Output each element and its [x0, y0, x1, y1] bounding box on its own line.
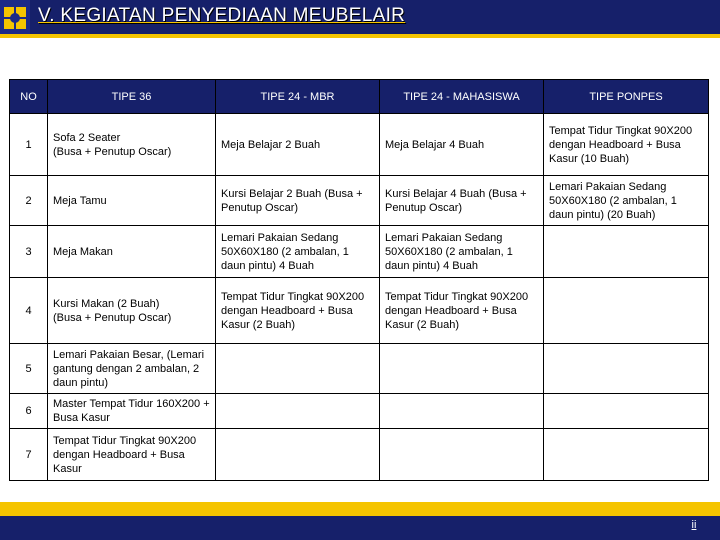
footer-band — [0, 516, 720, 540]
table-row — [10, 226, 709, 278]
cell-tipe-24-mahasiswa: Kursi Belajar 4 Buah (Busa + Penutup Oscar) — [380, 176, 544, 226]
cell-tipe-24-mahasiswa: Meja Belajar 4 Buah — [380, 114, 544, 176]
cell-tipe-24-mbr: Meja Belajar 2 Buah — [216, 114, 380, 176]
header-tipe-36: TIPE 36 — [48, 80, 216, 114]
cell-tipe-24-mbr: Kursi Belajar 2 Buah (Busa + Penutup Oscar) — [216, 176, 380, 226]
header-tipe-ponpes: TIPE PONPES — [544, 80, 709, 114]
cell-tipe-24-mbr — [216, 429, 380, 481]
cell-tipe-ponpes — [544, 344, 709, 394]
header-tipe-24-mahasiswa: TIPE 24 - MAHASISWA — [380, 80, 544, 114]
row-number: 6 — [10, 394, 48, 429]
ministry-logo-icon — [0, 0, 30, 34]
cell-tipe-24-mahasiswa — [380, 344, 544, 394]
table-row — [10, 114, 709, 176]
cell-tipe-ponpes — [544, 394, 709, 429]
cell-tipe-ponpes: Lemari Pakaian Sedang 50X60X180 (2 ambalan, 1 daun pintu) (20 Buah) — [544, 176, 709, 226]
cell-tipe-24-mahasiswa: Lemari Pakaian Sedang 50X60X180 (2 ambalan, 1 daun pintu) 4 Buah — [380, 226, 544, 278]
cell-tipe-ponpes — [544, 278, 709, 344]
cell-tipe-36: Meja Makan — [48, 226, 216, 278]
table-row — [10, 278, 709, 344]
cell-tipe-24-mahasiswa: Tempat Tidur Tingkat 90X200 dengan Headboard + Busa Kasur (2 Buah) — [380, 278, 544, 344]
table-row — [10, 344, 709, 394]
cell-tipe-36: Kursi Makan (2 Buah) (Busa + Penutup Oscar) — [48, 278, 216, 344]
table-row — [10, 429, 709, 481]
table-row — [10, 176, 709, 226]
cell-tipe-ponpes — [544, 429, 709, 481]
cell-tipe-ponpes — [544, 226, 709, 278]
row-number: 5 — [10, 344, 48, 394]
cell-tipe-24-mbr: Lemari Pakaian Sedang 50X60X180 (2 ambalan, 1 daun pintu) 4 Buah — [216, 226, 380, 278]
row-number: 7 — [10, 429, 48, 481]
row-number: 3 — [10, 226, 48, 278]
furniture-table — [9, 79, 709, 481]
cell-tipe-24-mbr — [216, 394, 380, 429]
cell-tipe-ponpes: Tempat Tidur Tingkat 90X200 dengan Headboard + Busa Kasur (10 Buah) — [544, 114, 709, 176]
cell-tipe-36: Tempat Tidur Tingkat 90X200 dengan Headboard + Busa Kasur — [48, 429, 216, 481]
header-no: NO — [10, 80, 48, 114]
header-stripe — [0, 34, 720, 38]
cell-tipe-36: Sofa 2 Seater (Busa + Penutup Oscar) — [48, 114, 216, 176]
row-number: 4 — [10, 278, 48, 344]
slide-header — [0, 0, 720, 34]
cell-tipe-24-mbr: Tempat Tidur Tingkat 90X200 dengan Headboard + Busa Kasur (2 Buah) — [216, 278, 380, 344]
cell-tipe-24-mahasiswa — [380, 429, 544, 481]
page-number: ii — [691, 519, 697, 531]
slide-title: V. KEGIATAN PENYEDIAAN MEUBELAIR — [38, 5, 406, 26]
row-number: 2 — [10, 176, 48, 226]
table-header-row — [10, 80, 709, 114]
cell-tipe-24-mahasiswa — [380, 394, 544, 429]
header-tipe-24-mbr: TIPE 24 - MBR — [216, 80, 380, 114]
cell-tipe-36: Master Tempat Tidur 160X200 + Busa Kasur — [48, 394, 216, 429]
cell-tipe-36: Lemari Pakaian Besar, (Lemari gantung dengan 2 ambalan, 2 daun pintu) — [48, 344, 216, 394]
cell-tipe-36: Meja Tamu — [48, 176, 216, 226]
footer-stripe — [0, 502, 720, 516]
table-row — [10, 394, 709, 429]
row-number: 1 — [10, 114, 48, 176]
cell-tipe-24-mbr — [216, 344, 380, 394]
